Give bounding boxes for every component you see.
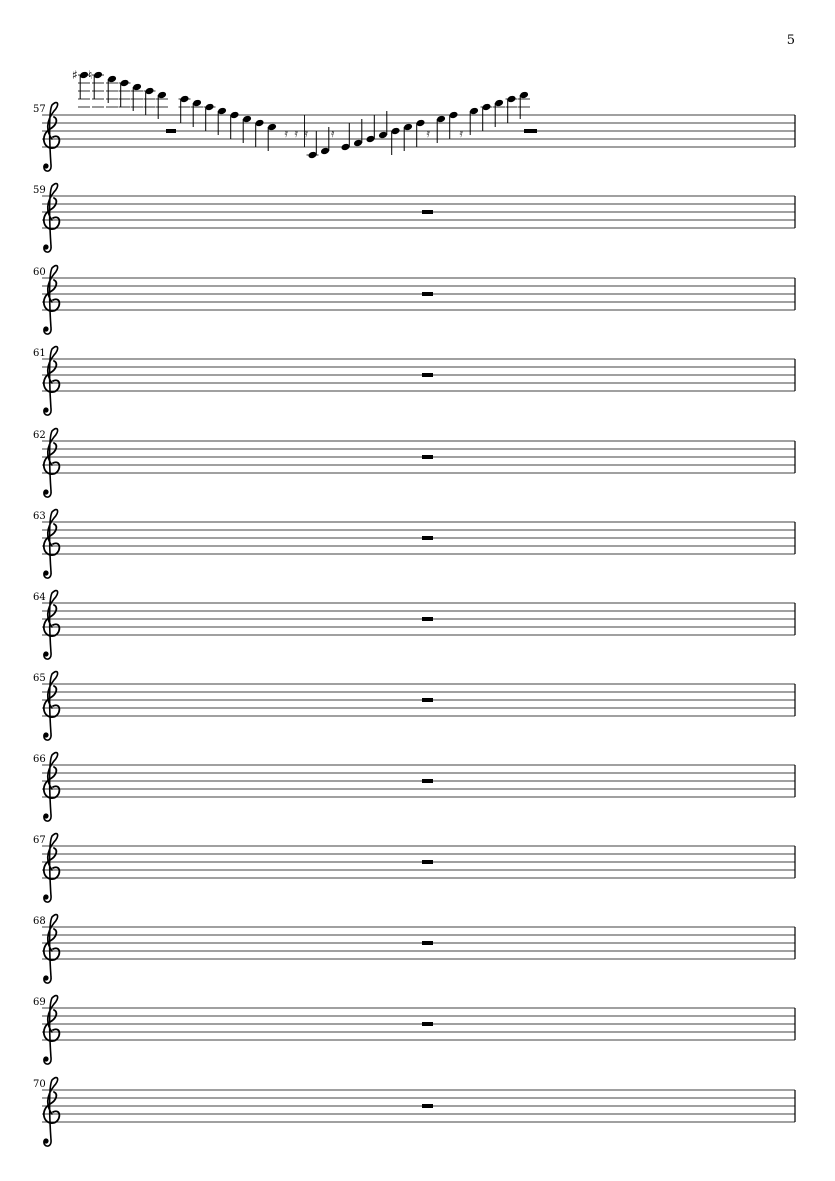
sixteenth-rest-icon: 𝄿 (294, 127, 298, 140)
whole-rest (422, 292, 433, 296)
measure-number: 60 (33, 267, 46, 278)
measure-number: 59 (33, 185, 46, 196)
staff-system (33, 184, 795, 253)
sixteenth-rest-icon: 𝄿 (331, 127, 335, 140)
treble-clef-icon (43, 1078, 59, 1147)
staff-system (33, 266, 795, 335)
treble-clef-icon (43, 672, 59, 741)
whole-rest (422, 455, 433, 459)
treble-clef-icon (43, 996, 59, 1065)
whole-rest (422, 536, 433, 540)
measure-number: 67 (33, 835, 46, 846)
staff-system (33, 672, 795, 741)
staff-system (33, 753, 795, 822)
treble-clef-icon (43, 591, 59, 660)
treble-clef-icon (43, 103, 59, 172)
staff-system (33, 1078, 795, 1147)
treble-clef-icon (43, 915, 59, 984)
page-number: 5 (786, 33, 795, 48)
whole-rest (422, 1104, 433, 1108)
whole-rest (422, 373, 433, 377)
measure-number: 65 (33, 673, 46, 684)
staff-system (33, 429, 795, 498)
half-rest (166, 129, 176, 133)
treble-clef-icon (43, 266, 59, 335)
whole-rest (422, 779, 433, 783)
staff-system (33, 915, 795, 984)
whole-rest (422, 210, 433, 214)
staff-system (33, 347, 795, 416)
measure-number: 68 (33, 916, 46, 927)
measure-number: 63 (33, 511, 46, 522)
sixteenth-rest-icon: 𝄿 (426, 127, 430, 140)
treble-clef-icon (43, 347, 59, 416)
staff-system (33, 591, 795, 660)
sharp-icon: ♯ (72, 68, 78, 82)
treble-clef-icon (43, 753, 59, 822)
natural-icon: ♮ (88, 68, 93, 82)
measure-number: 69 (33, 997, 46, 1008)
measure-number: 70 (33, 1079, 46, 1090)
whole-rest (422, 860, 433, 864)
whole-rest (524, 129, 537, 133)
staff-system (33, 68, 795, 171)
whole-rest (422, 1022, 433, 1026)
measure-number: 61 (33, 348, 46, 359)
sixteenth-rest-icon: 𝄿 (284, 127, 288, 140)
staff-system (33, 510, 795, 579)
whole-rest (422, 617, 433, 621)
whole-rest (422, 941, 433, 945)
measure-number: 66 (33, 754, 46, 765)
treble-clef-icon (43, 834, 59, 903)
sixteenth-rest-icon: 𝄿 (304, 127, 308, 140)
measure-number: 64 (33, 592, 46, 603)
whole-rest (422, 698, 433, 702)
measure-number: 62 (33, 430, 46, 441)
sixteenth-rest-icon: 𝄿 (459, 127, 463, 140)
treble-clef-icon (43, 184, 59, 253)
staff-system (33, 834, 795, 903)
treble-clef-icon (43, 429, 59, 498)
treble-clef-icon (43, 510, 59, 579)
measure-number: 57 (33, 104, 46, 115)
staff-system (33, 996, 795, 1065)
